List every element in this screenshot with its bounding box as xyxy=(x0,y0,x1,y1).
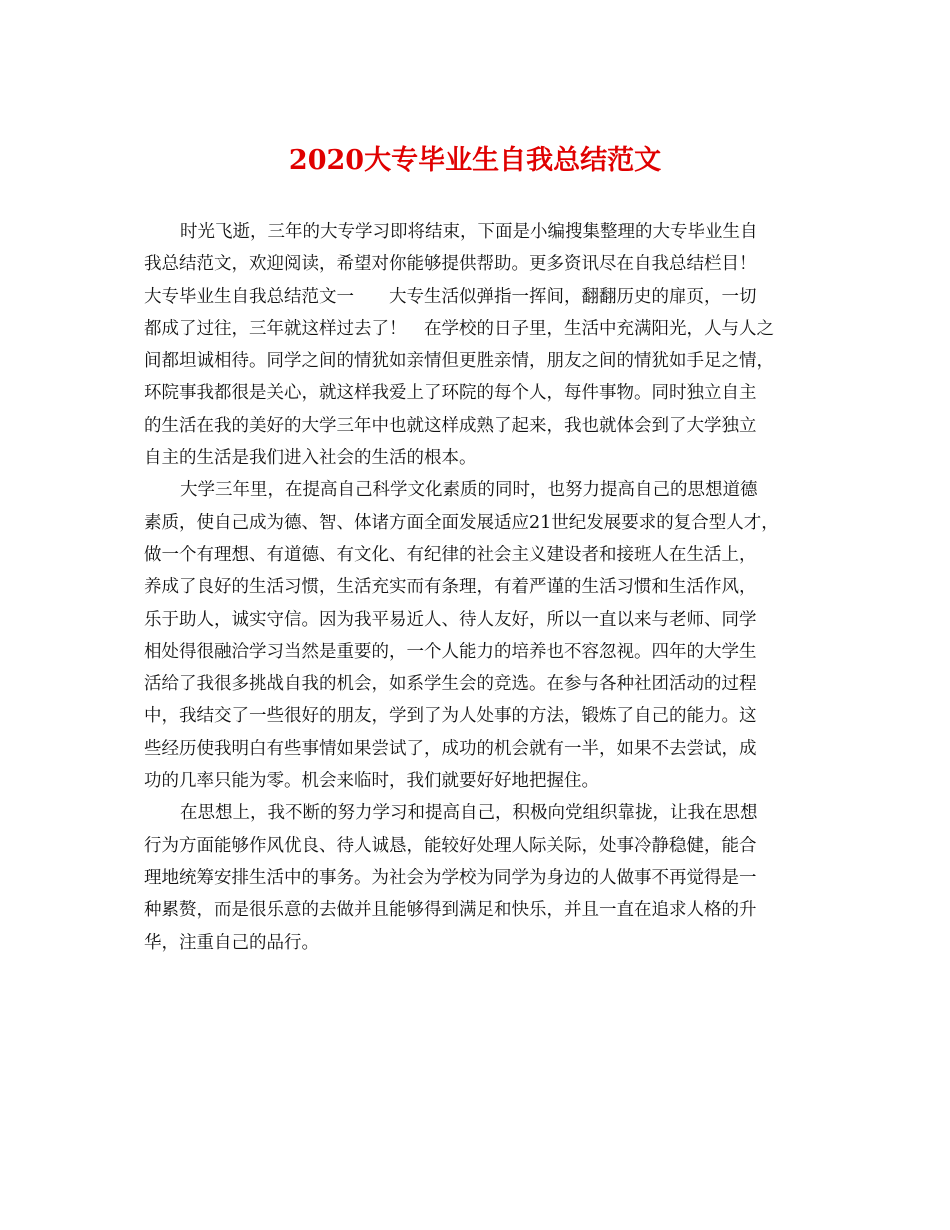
document-title: 2020大专毕业生自我总结范文 xyxy=(288,145,662,176)
text-line: 行为方面能够作风优良、待人诚恳，能较好处理人际关际，处事冷静稳健，能合 xyxy=(144,835,757,856)
text-line: 些经历使我明白有些事情如果尝试了，成功的机会就有一半，如果不去尝试，成 xyxy=(144,738,757,759)
text-line: 的生活在我的美好的大学三年中也就这样成熟了起来，我也就体会到了大学独立 xyxy=(144,415,757,436)
text-line: 做一个有理想、有道德、有文化、有纪律的社会主义建设者和接班人在生活上， xyxy=(144,544,757,565)
text-line: 大学三年里，在提高自己科学文化素质的同时，也努力提高自己的思想道德 xyxy=(180,480,758,501)
text-line: 自主的生活是我们进入社会的生活的根本。 xyxy=(144,448,477,469)
text-line: 在思想上，我不断的努力学习和提高自己，积极向党组织靠拢，让我在思想 xyxy=(180,803,758,824)
text-line: 理地统筹安排生活中的事务。为社会为学校为同学为身边的人做事不再觉得是一 xyxy=(144,867,757,888)
text-line: 环院事我都很是关心，就这样我爱上了环院的每个人，每件事物。同时独立自主 xyxy=(144,383,757,404)
text-line: 功的几率只能为零。机会来临时，我们就要好好地把握住。 xyxy=(144,771,599,792)
text-line: 活给了我很多挑战自我的机会，如系学生会的竞选。在参与各种社团活动的过程 xyxy=(144,674,757,695)
text-line: 间都坦诚相待。同学之间的情犹如亲情但更胜亲情，朋友之间的情犹如手足之情， xyxy=(144,351,774,372)
text-line: 种累赘，而是很乐意的去做并且能够得到满足和快乐，并且一直在追求人格的升 xyxy=(144,900,757,921)
text-line: 素质，使自己成为德、智、体诸方面全面发展适应21世纪发展要求的复合型人才， xyxy=(144,512,779,533)
text-line: 中，我结交了一些很好的朋友，学到了为人处事的方法，锻炼了自己的能力。这 xyxy=(144,706,757,727)
text-line: 养成了良好的生活习惯，生活充实而有条理，有着严谨的生活习惯和生活作风， xyxy=(144,577,757,598)
text-line: 时光飞逝，三年的大专学习即将结束，下面是小编搜集整理的大专毕业生自 xyxy=(180,222,758,242)
text-line: 大专毕业生自我总结范文一 大专生活似弹指一挥间，翻翻历史的扉页，一切 xyxy=(144,286,757,307)
text-line: 相处得很融洽学习当然是重要的，一个人能力的培养也不容忽视。四年的大学生 xyxy=(144,641,757,662)
document-body xyxy=(144,216,824,959)
text-line: 华，注重自己的品行。 xyxy=(144,932,319,953)
text-line: 乐于助人，诚实守信。因为我平易近人、待人友好，所以一直以来与老师、同学 xyxy=(144,609,757,630)
text-line: 我总结范文，欢迎阅读，希望对你能够提供帮助。更多资讯尽在自我总结栏目！ xyxy=(144,254,757,275)
text-line: 都成了过往，三年就这样过去了！ 在学校的日子里，生活中充满阳光，人与人之 xyxy=(144,318,774,339)
